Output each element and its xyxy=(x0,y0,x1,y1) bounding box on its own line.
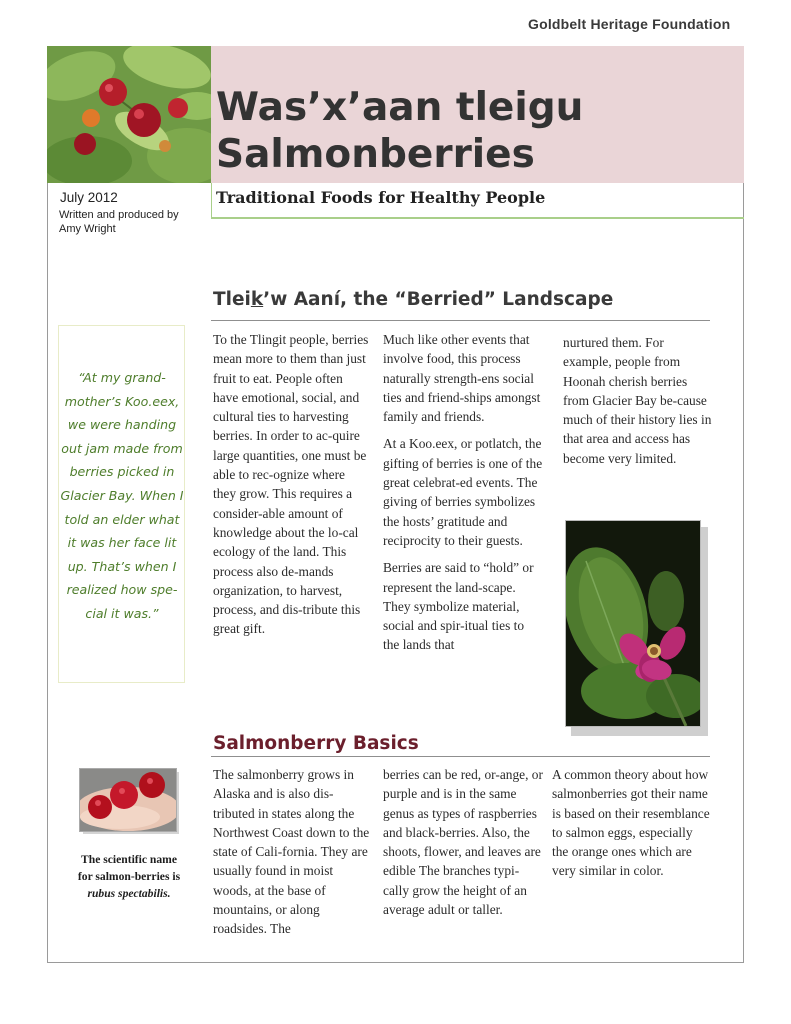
paragraph: The salmonberry grows in Alaska and is also dis-tributed in states along the Northwest Coast down to the state of Cali-fornia. They are usually found in moist woods, at the base of mountains, or along roadsides. The xyxy=(213,767,370,937)
scientific-name: rubus spectabilis. xyxy=(87,887,171,900)
basics-column-1 xyxy=(213,765,373,947)
landscape-column-3 xyxy=(563,333,713,476)
issue-date: July 2012 xyxy=(60,190,118,205)
author-line-1: Written and produced by xyxy=(59,209,179,221)
paragraph: Berries are said to “hold” or represent the land-scape. They symbolize material, social and spir-itual ties to the lands that xyxy=(383,560,534,653)
paragraph: Much like other events that involve food, this process naturally strength-ens social ties and friend-ships amongst family and friends. xyxy=(383,332,541,425)
section-divider xyxy=(211,756,710,757)
title-line-1: Was’x’aan tleigu xyxy=(216,85,584,130)
basics-column-2 xyxy=(383,765,543,927)
section-heading-landscape xyxy=(213,289,613,310)
heading-part-3: ’w Aaní, the “Berried” Landscape xyxy=(263,289,614,310)
paragraph: berries can be red, or-ange, or purple and is in the same genus as types of raspberries and black-berries. Also, the shoots, flower, and leaves are edible The branches typi-cally grow the height of an average adult or taller. xyxy=(383,767,543,918)
subtitle: Traditional Foods for Healthy People xyxy=(216,188,546,207)
title-line-2: Salmonberries xyxy=(216,132,535,177)
paragraph: A common theory about how salmonberries got their name is based on their resemblance to salmon eggs, especially the orange ones which are very similar in color. xyxy=(552,767,710,879)
newsletter-title xyxy=(216,84,583,178)
salmonberry-bush-photo xyxy=(47,46,211,183)
author-line-2: Amy Wright xyxy=(59,223,116,235)
section-divider xyxy=(211,320,710,321)
photo-caption xyxy=(75,851,183,902)
paragraph: To the Tlingit people, berries mean more to them than just fruit to eat. People often have emotional, social, and cultural ties to harvesting berries. In order to ac-quire large quantities, one must be able to rec-ognize where they grow. This requires a consider-able amount of knowledge about the lo-cal ecology of the land. This process also de-mands organization, to harvest, process, and dis-tribute this great gift. xyxy=(213,332,369,637)
author-credit xyxy=(59,208,199,236)
pull-quote: “At my grand-mother’s Koo.eex, we were handing out jam made from berries picked in Glacier Bay. When I told an elder what it was her face lit up. That’s when I realized how spe-cial it was.” xyxy=(60,370,184,621)
basics-column-3 xyxy=(552,765,712,889)
berries-in-hand-photo xyxy=(79,768,177,832)
paragraph: At a Koo.eex, or potlatch, the gifting of berries is one of the great celebrat-ed events. The giving of berries symbolizes the hosts’ gratitude and reciprocity to their guests. xyxy=(383,436,543,548)
landscape-column-2 xyxy=(383,330,543,663)
paragraph: nurtured them. For example, people from Hoonah cherish berries from Glacier Bay be-cause much of their history lies in that area and access has become very limited. xyxy=(563,335,712,466)
heading-part-1: Tlei xyxy=(213,289,251,310)
organization-name: Goldbelt Heritage Foundation xyxy=(528,16,731,32)
salmonberry-flower-photo xyxy=(565,520,701,727)
heading-part-2: k xyxy=(250,289,264,310)
caption-text: The scientific name for salmon-berries is xyxy=(77,853,181,883)
section-heading-basics: Salmonberry Basics xyxy=(213,733,419,754)
landscape-column-1 xyxy=(213,330,369,647)
